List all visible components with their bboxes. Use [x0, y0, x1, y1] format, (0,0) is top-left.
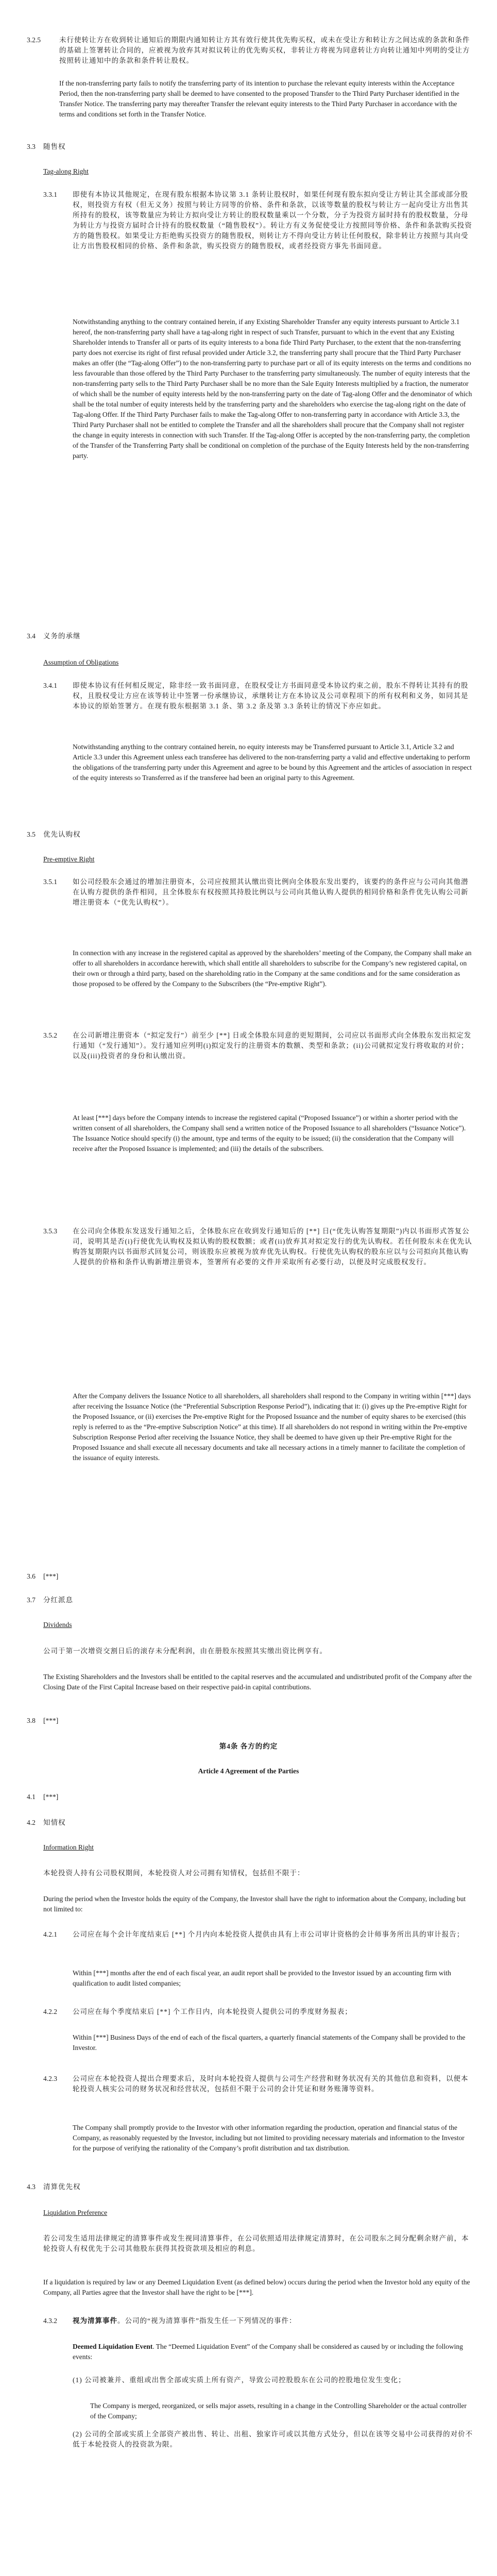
- clause-lead-en: Deemed Liquidation Event: [73, 2343, 153, 2350]
- clause-en: At least [***] days before the Company intends to increase the registered capital (“Proposed Issuance”) or within a shorter period with the written consent of all shareholders, the Company shall send a written notice of the Proposed Issuance to all shareholders (“Issuance Notice”). The Issuance Notice should specify (i) the amount, type and terms of the equity to be issued; (ii) the consideration that the Company will receive after the Proposed Issuance is implemented; and (iii) the details of the subscribers.: [73, 1114, 466, 1153]
- clause-zh: 。公司的“视为清算事件”指发生任一下列情况的事件：: [117, 2317, 297, 2325]
- clause-en: Within [***] months after the end of each fiscal year, an audit report shall be provided to the Investor issued by an accounting firm with qualification to audit listed companies;: [73, 1969, 451, 1987]
- section-number: 3.4: [27, 632, 36, 640]
- clause-number: 4.2.2: [43, 2008, 57, 2015]
- clause-zh: 即使有本协议其他规定，在现有股东根据本协议第 3.1 条转让股权时，如果任何现有股东拟向受让方转让其全部或部分股权，则投资方有权（但无义务）按照与转让方同等的价格、条件和条款，以该等数量的股权与转让方一起向受让方出售其所持有的股权，该等数量应为转让方拟向受让方转让的股权数量乘以一个分数，分子为投资方届时持有的股权数量，分母为转让方与投资方届时合计持有的股权数量（“随售股权”）。转让方有义务促使受让方按照同等价格、条件和条款购买投资方的随售股权。如果受让方拒绝购买投资方的随售股权，则转让方不得向受让方转让任何股权，除非转让方按照与其向受让方出售股权相同的价格、条件和条款，购买投资方的随售股权，或者经投资方事先书面同意。: [73, 191, 472, 250]
- clause-number: 3.3.1: [43, 191, 57, 198]
- clause-zh: 未行使转让方在收到转让通知后的期限内通知转让方其有效行使其优先购买权，或未在受让方和转让方之间达成的条款和条件的基础上签署转让合同的，应被视为放弃其对拟议转让的优先购买权，非转让方将视为同意转让方向转让通知中列明的受让方按照转让通知中的条款和条件转让股权。: [59, 36, 470, 64]
- section-title-zh: 优先认购权: [43, 831, 81, 838]
- section-placeholder: [***]: [43, 1793, 59, 1801]
- clause-lead-zh: 视为清算事件: [73, 2317, 117, 2325]
- list-item-zh: (2) 公司的全部或实质上全部资产被出售、转让、出租、独家许可或以其他方式处分，但以在该等交易中公司获得的对价不低于本轮投资人的投资款为限。: [73, 2430, 473, 2448]
- clause-en: The Company shall promptly provide to the Investor with other information regarding the production, operation and financial status of the Company, as reasonably requested by the Investor, including but not limited to providing necessary materials and information to the Investor for the purpose of verifying the rationality of the Company’s profit distribution and tax distribution.: [73, 2124, 465, 2152]
- clause-en: Within [***] Business Days of the end of each of the fiscal quarters, a quarterly financial statements of the Company shall be provided to the Investor.: [73, 2033, 466, 2052]
- clause-en: If the non-transferring party fails to notify the transferring party of its intention to purchase the relevant equity interests within the Acceptance Period, then the non-transferring party shall be deemed to have consented to the proposed Transfer to the Third Party Purchaser identified in the Transfer Notice. The transferring party may thereafter Transfer the relevant equity interests to the Third Party Purchaser in accordance with the terms and conditions set forth in the Transfer Notice.: [59, 79, 459, 118]
- clause-number: 3.4.1: [43, 682, 57, 689]
- section-title-en: Liquidation Preference: [43, 2209, 108, 2216]
- paragraph-en: During the period when the Investor holds the equity of the Company, the Investor shall have the right to information about the Company, including but not limited to:: [43, 1895, 466, 1913]
- section-number: 3.5: [27, 831, 36, 838]
- clause-en: Notwithstanding anything to the contrary contained herein, if any Existing Shareholder Transfer any equity interests pursuant to Article 3.1 hereof, the non-transferring party shall have a tag-along right in respect of such Transfer, pursuant to which in the event that any Existing Shareholder intends to Transfer all or parts of its equity interests to a bona fide Third Party Purchaser, to the extent that the non-transferring party does not exercise its right of first refusal provided under Article 3.2, the transferring party shall procure that the Third Party Purchaser makes an offer (the “Tag-along Offer”) to the non-transferring party to purchase part or all of its equity interests on the terms and conditions no less favourable than those offered by the Third Party Purchaser to the transferring party simultaneously. The number of equity interests that the non-transferring party sells to the Third Party Purchaser shall be no more than the Sale Equity Interests multiplied by a fraction, the numerator of which shall be the number of equity interests held by the non-transferring party on the date of Tag-along Offer and the denominator of which shall be the total number of equity interests held by the transferring party and the shareholders who exercise the tag-along right on the date of Tag-along Offer. If the Third Party Purchaser fails to make the Tag-along Offer to non-transferring party in accordance with Article 3.3, the Third Party Purchaser shall not be entitled to complete the Transfer and all the shareholders shall procure that the Company shall not register the change in equity interests in connection with such Transfer. If the Tag-along Offer is accepted by the non-transferring party, the completion of the Transfer of the Transferring Party shall be conditional on completion of the purchase of the Equity Interests held by the non-transferring party.: [73, 318, 472, 460]
- paragraph-en: If a liquidation is required by law or any Deemed Liquidation Event (as defined below) occurs during the period when the Investor hold any equity of the Company, all Parties agree that the Investor shall have the right to be [***].: [43, 2278, 470, 2296]
- clause-zh: 在公司向全体股东发送发行通知之后，全体股东应在收到发行通知后的 [**] 日(“优先认购答复期限”)内以书面形式答复公司，说明其是否(i)行使优先认购权及拟认购的股权数额；或者(ii)放弃其对拟定发行的优先认购权。若任何股东未在优先认购答复期限内以书面形式回复公司，则该股东应被视为放弃优先认购权。行使优先认购权的股东应以与公司拟向其他认购人提供的价格和条件认购新增注册资本，签署所有必要的文件并采取所有必要行动，以便及时完成股权发行。: [73, 1227, 472, 1266]
- section-placeholder: [***]: [43, 1717, 59, 1724]
- clause-en: After the Company delivers the Issuance Notice to all shareholders, all shareholders shall respond to the Company in writing within [***] days after receiving the Issuance Notice (the “Preferential Subscription Response Period”), indicating that it: (i) gives up the Pre-emptive Right for the Proposed Issuance, or (ii) exercises the Pre-emptive Right for the Proposed Issuance and the number of equity shares to be exercised (this reply is referred to as the “Pre-emptive Subscription Notice” at this time). If all shareholders do not respond in writing within the Pre-emptive Subscription Response Period after receiving the Issuance Notice, they shall be deemed to have given up their Pre-emptive Right for the Proposed Issuance and shall execute all necessary documents and take all necessary actions in a timely manner to facilitate the completion of the issuance of equity interests.: [73, 1392, 471, 1462]
- clause-number: 3.2.5: [27, 36, 41, 44]
- section-number: 3.8: [27, 1717, 36, 1724]
- section-title-zh: 随售权: [43, 143, 66, 150]
- paragraph-zh: 公司于第一次增资交割日后的滚存未分配利润，由在册股东按照其实缴出资比例享有。: [43, 1647, 327, 1655]
- section-title-zh: 清算优先权: [43, 2183, 81, 2191]
- section-number: 3.6: [27, 1572, 36, 1580]
- clause-number: 4.2.3: [43, 2075, 57, 2082]
- clause-number: 3.5.1: [43, 878, 57, 886]
- section-title-en: Dividends: [43, 1621, 72, 1629]
- section-number: 4.1: [27, 1793, 36, 1801]
- section-title-en: Assumption of Obligations: [43, 658, 119, 666]
- list-item-en: The Company is merged, reorganized, or sells major assets, resulting in a change in the Controlling Shareholder or the actual controller of the Company;: [90, 2402, 467, 2420]
- list-item-zh: (1) 公司被兼并、重组或出售全部或实质上所有资产，导致公司控股股东在公司的控股地位发生变化；: [73, 2376, 406, 2384]
- section-number: 4.3: [27, 2183, 36, 2191]
- section-title-en: Pre-emptive Right: [43, 855, 95, 863]
- section-title-zh: 知情权: [43, 1819, 66, 1826]
- section-number: 3.7: [27, 1596, 36, 1604]
- section-title-en: Information Right: [43, 1843, 94, 1851]
- clause-number: 3.5.3: [43, 1227, 57, 1235]
- section-title-zh: 分红派息: [43, 1596, 73, 1604]
- paragraph-zh: 若公司发生适用法律规定的清算事件或发生视同清算事件，在公司依照适用法律规定清算时，在公司股东之间分配剩余财产前，本轮投资人有权优先于公司其他股东获得其投资款项及相应的利息。: [43, 2234, 469, 2252]
- section-number: 4.2: [27, 1819, 36, 1826]
- clause-number: 4.3.2: [43, 2317, 57, 2325]
- clause-number: 3.5.2: [43, 1031, 57, 1039]
- clause-zh: 公司应在本轮投资人提出合理要求后，及时向本轮投资人提供与公司生产经营和财务状况有关的其他信息和资料，以便本轮投资人核实公司的财务状况和经营状况，包括但不限于公司的会计凭证和财务账簿等资料。: [73, 2075, 469, 2093]
- clause-en: In connection with any increase in the registered capital as approved by the shareholders’ meeting of the Company, the Company shall make an offer to all shareholders in accordance herewith, which shall entitle all shareholders to subscribe for the Company’s new registered capital, on their own or through a third party, based on the shareholding ratio in the Company at the same conditions and for the same consideration as those proposed to be offered by the Company to the Subscribers (the “Pre-emptive Right”).: [73, 949, 472, 988]
- clause-zh: 公司应在每个季度结束后 [**] 个工作日内，向本轮投资人提供公司的季度财务报表；: [73, 2008, 352, 2015]
- clause-zh: 即使本协议有任何相反规定，除非经一致书面同意，在股权受让方书面同意受本协议约束之前，股东不得转让其持有的股权，且股权受让方应在该等转让中签署一份承继协议，承继转让方在本协议及公司章程项下的所有权利和义务，如同其是本协议的原始签署方。在现有股东根据第 3.1 条、第 3.2 条及第 3.3 条转让的情况下亦应如此。: [73, 682, 469, 710]
- clause-zh: 如公司经股东会通过的增加注册资本，公司应按照其认缴出资比例向全体股东发出要约，该要约的条件应与公司向其他潜在认购方提供的条件相同，且全体股东有权按照其持股比例以与公司向其他认购人提供的相同价格和条件优先认购公司新增注册资本（“优先认购权”）。: [73, 878, 469, 906]
- clause-en: Notwithstanding anything to the contrary contained herein, no equity interests may be Transferred pursuant to Article 3.1, Article 3.2 and Article 3.3 under this Agreement unless each transferee has delivered to the non-transferring party a valid and effective undertaking to perform the obligations of the transferring party under this Agreement and agree to be bound by this Agreement and the articles of association in respect of the equity interests so Transferred as if the transferee had been an original party to this Agreement.: [73, 743, 472, 782]
- paragraph-zh: 本轮投资人持有公司股权期间，本轮投资人对公司拥有知情权，包括但不限于：: [43, 1869, 305, 1877]
- clause-en-line: [73, 2342, 474, 2362]
- section-title-en: Tag-along Right: [43, 167, 89, 175]
- article-title-en: Article 4 Agreement of the Parties: [198, 1767, 299, 1775]
- paragraph-en: The Existing Shareholders and the Investors shall be entitled to the capital reserves and the accumulated and undistributed profit of the Company after the Closing Date of the First Capital Increase based on their respective paid-in capital contributions.: [43, 1673, 472, 1691]
- clause-en: . The “Deemed Liquidation Event” of the Company shall be considered as caused by or including the following events:: [73, 2343, 463, 2361]
- clause-zh: 在公司新增注册资本（“拟定发行”）前至少 [**] 日或全体股东同意的更短期间，公司应以书面形式向全体股东发出拟定发行通知（“发行通知”）。发行通知应列明(i)拟定发行的注册资本的数额、类型和条款；(ii)公司就拟定发行将收取的对价；以及(iii)投资者的身份和认缴出资。: [73, 1031, 472, 1060]
- section-placeholder: [***]: [43, 1572, 59, 1580]
- clause-zh-line: [73, 2316, 474, 2326]
- section-number: 3.3: [27, 143, 36, 150]
- clause-zh: 公司应在每个会计年度结束后 [**] 个月内向本轮投资人提供由具有上市公司审计资格的会计师事务所出具的审计报告；: [73, 1930, 465, 1938]
- clause-number: 4.2.1: [43, 1930, 57, 1938]
- section-title-zh: 义务的承继: [43, 632, 81, 640]
- article-title-zh: 第4条 各方的约定: [219, 1742, 278, 1750]
